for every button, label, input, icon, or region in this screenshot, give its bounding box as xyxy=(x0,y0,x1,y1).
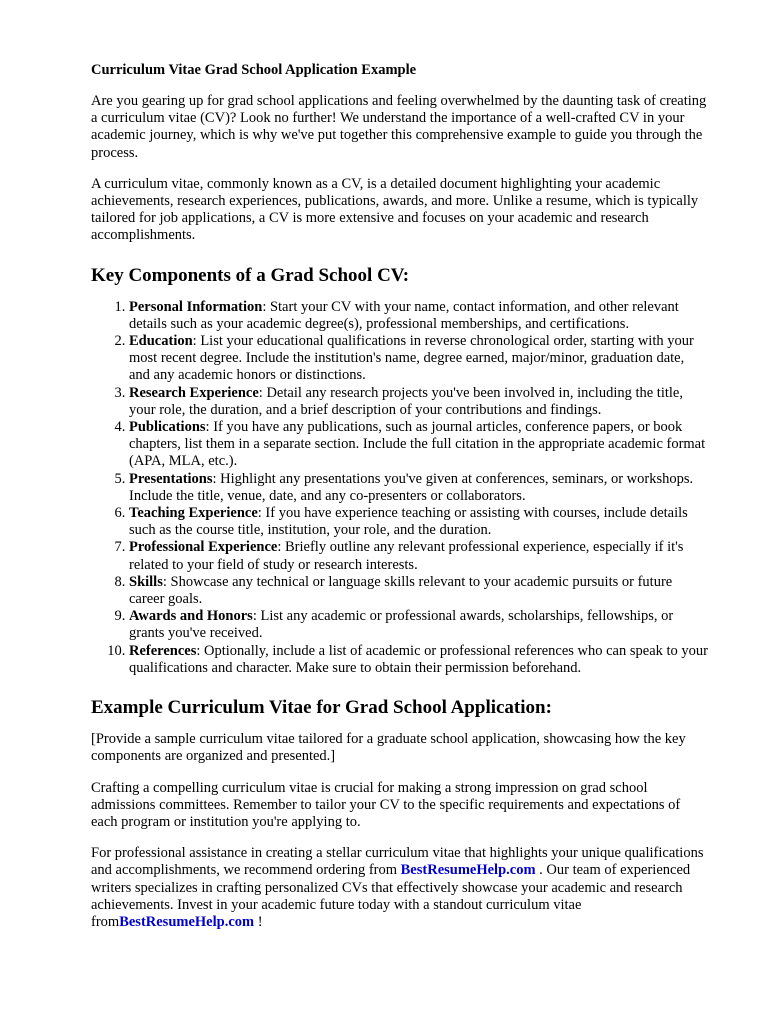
list-item-term: Publications xyxy=(129,419,206,436)
list-item xyxy=(129,539,708,573)
list-item xyxy=(129,299,708,333)
list-item-term: Skills xyxy=(129,573,163,590)
list-item xyxy=(129,643,708,677)
list-item xyxy=(129,505,708,539)
intro-paragraph-2: A curriculum vitae, commonly known as a CV, is a detailed document highlighting your academic achievements, research experiences, publications, awards, and more. Unlike a resume, which is typically tailored for job applications, a CV is more extensive and focuses on your academic and research accomplishments. xyxy=(91,175,699,244)
list-item-text: : Briefly outline any relevant professional experience, especially if it's related to your field of study or research interests. xyxy=(129,539,684,573)
list-item-text: : If you have experience teaching or assisting with courses, include details such as the course title, institution, your role, and the duration. xyxy=(129,505,688,539)
list-item-term: Personal Information xyxy=(129,298,263,315)
list-item xyxy=(129,608,708,642)
bestresumehelp-link-1[interactable]: BestResumeHelp.com xyxy=(400,862,536,879)
list-item xyxy=(129,574,708,608)
closing-text-3: ! xyxy=(254,913,263,930)
list-item-term: Presentations xyxy=(129,470,213,487)
list-item xyxy=(129,471,708,505)
list-item xyxy=(129,419,708,471)
list-item-term: Professional Experience xyxy=(129,539,278,556)
list-item-term: Research Experience xyxy=(129,384,259,401)
intro-paragraph-1: Are you gearing up for grad school applications and feeling overwhelmed by the daunting task of creating a curriculum vitae (CV)? Look no further! We understand the importance of a well-crafted CV in your academic journey, which is why we've put together this comprehensive example to guide you through the process. xyxy=(91,93,707,161)
list-item xyxy=(129,385,708,419)
list-item-term: Awards and Honors xyxy=(129,608,253,625)
list-item-text: : Showcase any technical or language skills relevant to your academic pursuits or future career goals. xyxy=(129,573,673,608)
list-item-text: : List any academic or professional awards, scholarships, fellowships, or grants you've received. xyxy=(129,608,674,642)
list-item xyxy=(129,333,708,385)
list-item-text: : Highlight any presentations you've given at conferences, seminars, or workshops. Include the title, venue, date, and any co-presenters or collaborators. xyxy=(129,470,694,504)
components-list xyxy=(91,299,708,677)
closing-text-1: For professional assistance in creating a stellar curriculum vitae that highlights your unique qualifications and accomplishments, we recommend ordering from xyxy=(91,845,704,879)
bestresumehelp-link-2[interactable]: BestResumeHelp.com xyxy=(119,913,255,930)
list-item-text: : Optionally, include a list of academic or professional references who can speak to your qualifications and character. Make sure to obtain their permission beforehand. xyxy=(129,642,708,676)
crafting-paragraph: Crafting a compelling curriculum vitae is crucial for making a strong impression on grad school admissions committees. Remember to tailor your CV to the specific requirements and expectations of each program or institution you're applying to. xyxy=(91,779,681,830)
list-item-text: : Detail any research projects you've been involved in, including the title, your role, the duration, and a brief description of your contributions and findings. xyxy=(129,384,683,418)
list-item-term: References xyxy=(129,642,197,659)
list-item-term: Education xyxy=(129,333,193,350)
example-placeholder-paragraph: [Provide a sample curriculum vitae tailored for a graduate school application, showcasing how the key components are organized and presented.] xyxy=(91,731,686,765)
document-title: Curriculum Vitae Grad School Application Example xyxy=(91,62,417,78)
example-heading: Example Curriculum Vitae for Grad School Application: xyxy=(91,697,552,719)
components-heading: Key Components of a Grad School CV: xyxy=(91,264,410,286)
closing-paragraph xyxy=(91,845,708,931)
list-item-text: : List your educational qualifications in reverse chronological order, starting with your most recent degree. Include the institution's name, degree earned, major/minor, graduation date, and any academic honors or distinctions. xyxy=(129,333,694,384)
list-item-text: : If you have any publications, such as journal articles, conference papers, or book chapters, list them in a separate section. Include the full citation in the appropriate academic format (APA, MLA, etc.). xyxy=(129,419,706,470)
closing-text-2: . Our team of experienced writers specializes in crafting personalized CVs that effectively showcase your academic and research achievements. Invest in your academic future today with a standout curriculum vitae from xyxy=(91,862,691,930)
list-item-term: Teaching Experience xyxy=(129,505,258,522)
list-item-text: : Start your CV with your name, contact information, and other relevant details such as your academic degree(s), professional memberships, and certifications. xyxy=(129,298,679,332)
